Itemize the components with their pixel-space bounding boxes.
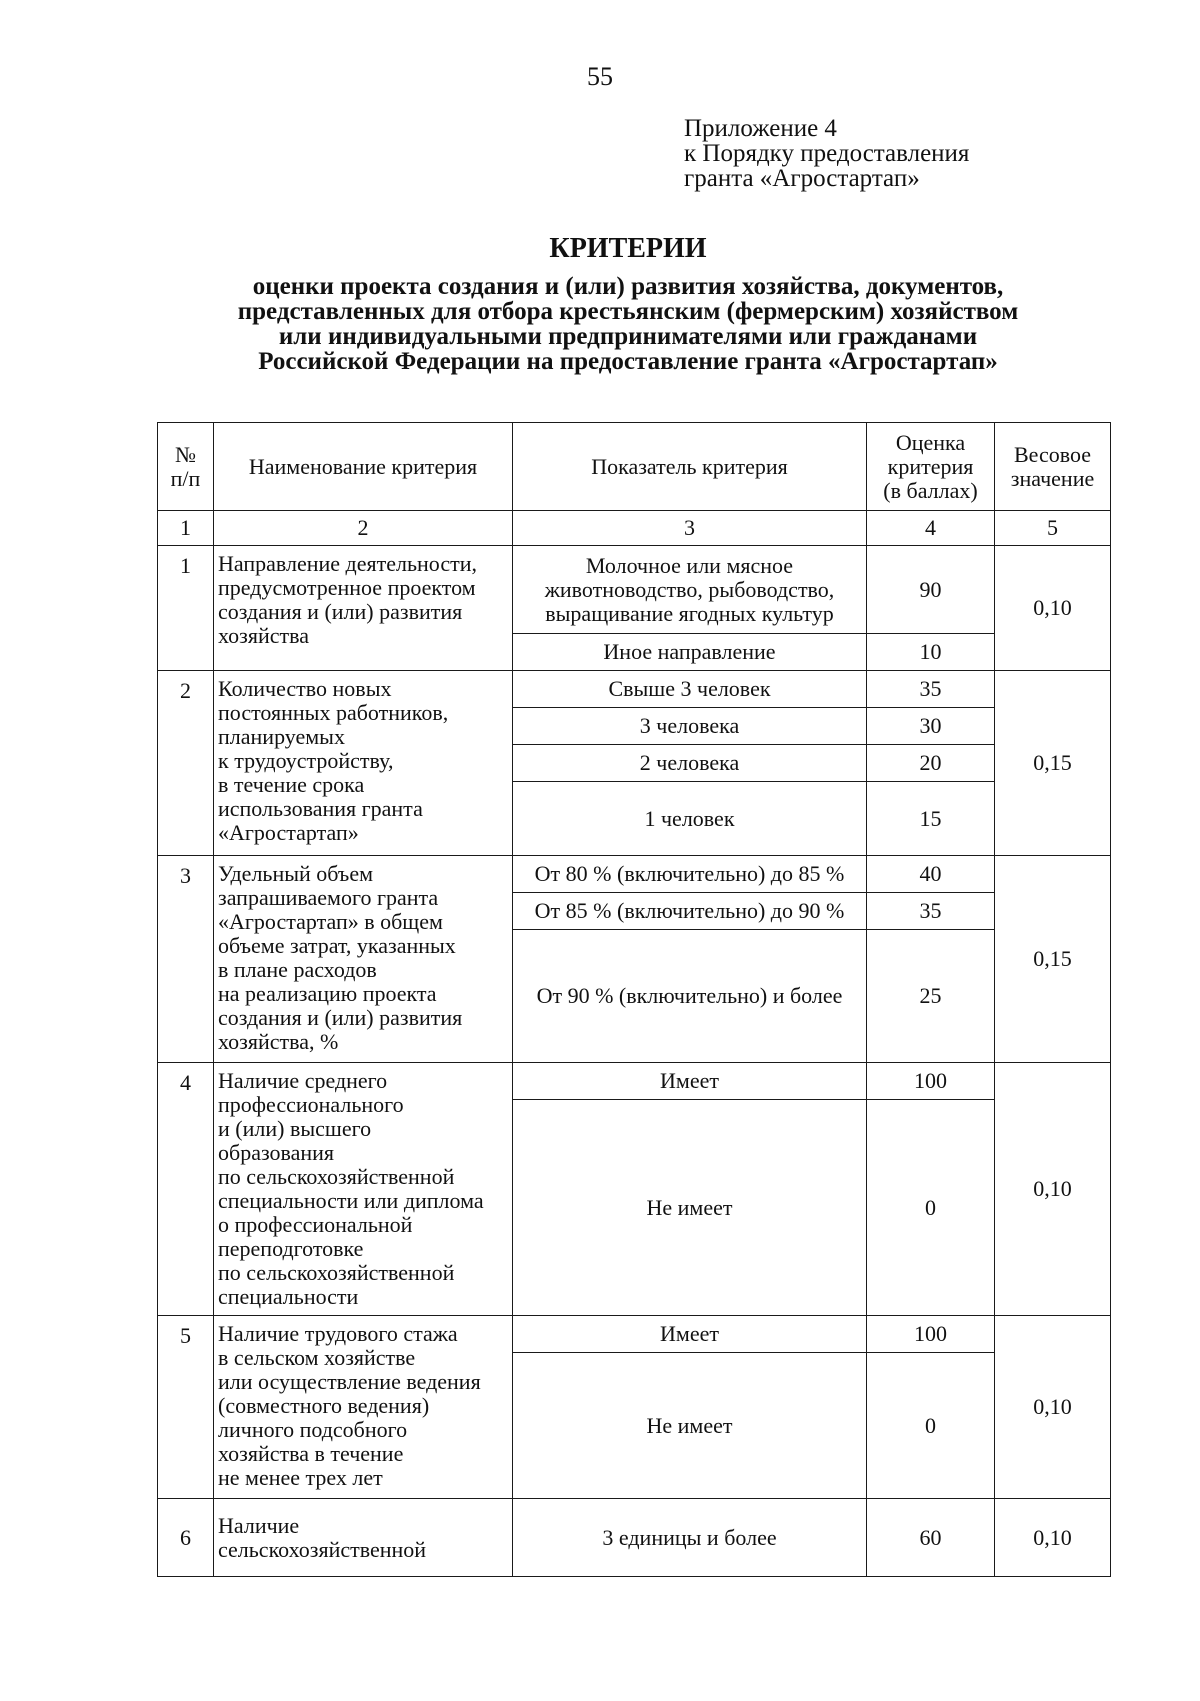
criterion-weight: 0,15 [995,856,1111,1063]
criterion-indicator: 2 человека [513,745,867,782]
row-number: 5 [158,1316,214,1499]
criterion-weight: 0,15 [995,671,1111,856]
row-number: 4 [158,1063,214,1316]
column-number: 1 [158,511,214,546]
criterion-score: 35 [867,671,995,708]
subtitle-line: представленных для отбора крестьянским (фермерским) хозяйством [237,298,1019,325]
criterion-score: 10 [867,634,995,671]
row-number: 3 [158,856,214,1063]
column-number: 2 [214,511,513,546]
criterion-score: 100 [867,1063,995,1100]
criterion-indicator: 1 человек [513,782,867,856]
document-subtitle [0,274,1200,374]
criterion-indicator: От 80 % (включительно) до 85 % [513,856,867,893]
table-header-row [158,423,1111,511]
criterion-score: 100 [867,1316,995,1353]
appendix-line: к Порядку предоставления [684,140,970,167]
criterion-indicator: Имеет [513,1063,867,1100]
subtitle-line: или индивидуальными предпринимателями или гражданами [278,323,978,350]
criterion-weight: 0,10 [995,546,1111,671]
criterion-score: 35 [867,893,995,930]
criterion-indicator: Иное направление [513,634,867,671]
header-score: Оценка критерия (в баллах) [867,423,995,511]
criterion-indicator: Молочное или мясное животноводство, рыбоводство, выращивание ягодных культур [513,546,867,634]
criterion-score: 90 [867,546,995,634]
criterion-score: 60 [867,1499,995,1577]
criterion-weight: 0,10 [995,1499,1111,1577]
criterion-name: Направление деятельности, предусмотренное проектом создания и (или) развития хозяйства [214,546,513,671]
column-number-row [158,511,1111,546]
criterion-indicator: Не имеет [513,1100,867,1316]
appendix-note [684,116,969,191]
document-title: КРИТЕРИИ [549,233,707,264]
criterion-score: 25 [867,930,995,1063]
header-indicator: Показатель критерия [513,423,867,511]
criterion-score: 15 [867,782,995,856]
table-row [158,1316,1111,1353]
criterion-name: Наличие сельскохозяйственной [214,1499,513,1577]
table-row [158,546,1111,634]
column-number: 5 [995,511,1111,546]
appendix-line: гранта «Агростартап» [684,165,920,192]
criterion-indicator: 3 человека [513,708,867,745]
criterion-score: 0 [867,1353,995,1499]
table-row [158,1063,1111,1100]
criterion-name: Удельный объем запрашиваемого гранта «Агростартап» в общем объеме затрат, указанных в плане расходов на реализацию проекта создания и (или) развития хозяйства, % [214,856,513,1063]
table-row [158,671,1111,708]
criterion-score: 30 [867,708,995,745]
header-num: № п/п [158,423,214,511]
criterion-score: 20 [867,745,995,782]
criteria-table [157,422,1111,1577]
table-row [158,856,1111,893]
criterion-name: Наличие трудового стажа в сельском хозяйстве или осуществление ведения (совместного ведения) личного подсобного хозяйства в течение не менее трех лет [214,1316,513,1499]
criterion-name: Количество новых постоянных работников, планируемых к трудоустройству, в течение срока использования гранта «Агростартап» [214,671,513,856]
header-name: Наименование критерия [214,423,513,511]
criterion-score: 0 [867,1100,995,1316]
row-number: 1 [158,546,214,671]
header-weight: Весовое значение [995,423,1111,511]
criterion-indicator: Свыше 3 человек [513,671,867,708]
criterion-indicator: Имеет [513,1316,867,1353]
criterion-weight: 0,10 [995,1063,1111,1316]
subtitle-line: Российской Федерации на предоставление гранта «Агростартап» [258,348,998,375]
column-number: 4 [867,511,995,546]
row-number: 2 [158,671,214,856]
criterion-indicator: От 85 % (включительно) до 90 % [513,893,867,930]
column-number: 3 [513,511,867,546]
criterion-indicator: 3 единицы и более [513,1499,867,1577]
page-number: 55 [587,62,613,91]
criterion-indicator: Не имеет [513,1353,867,1499]
table-row [158,1499,1111,1577]
row-number: 6 [158,1499,214,1577]
criterion-indicator: От 90 % (включительно) и более [513,930,867,1063]
subtitle-line: оценки проекта создания и (или) развития хозяйства, документов, [252,273,1004,300]
criterion-score: 40 [867,856,995,893]
criterion-name: Наличие среднего профессионального и (или) высшего образования по сельскохозяйственной специальности или диплома о профессиональной переподготовке по сельскохозяйственной специальности [214,1063,513,1316]
criterion-weight: 0,10 [995,1316,1111,1499]
appendix-line: Приложение 4 [684,115,837,142]
